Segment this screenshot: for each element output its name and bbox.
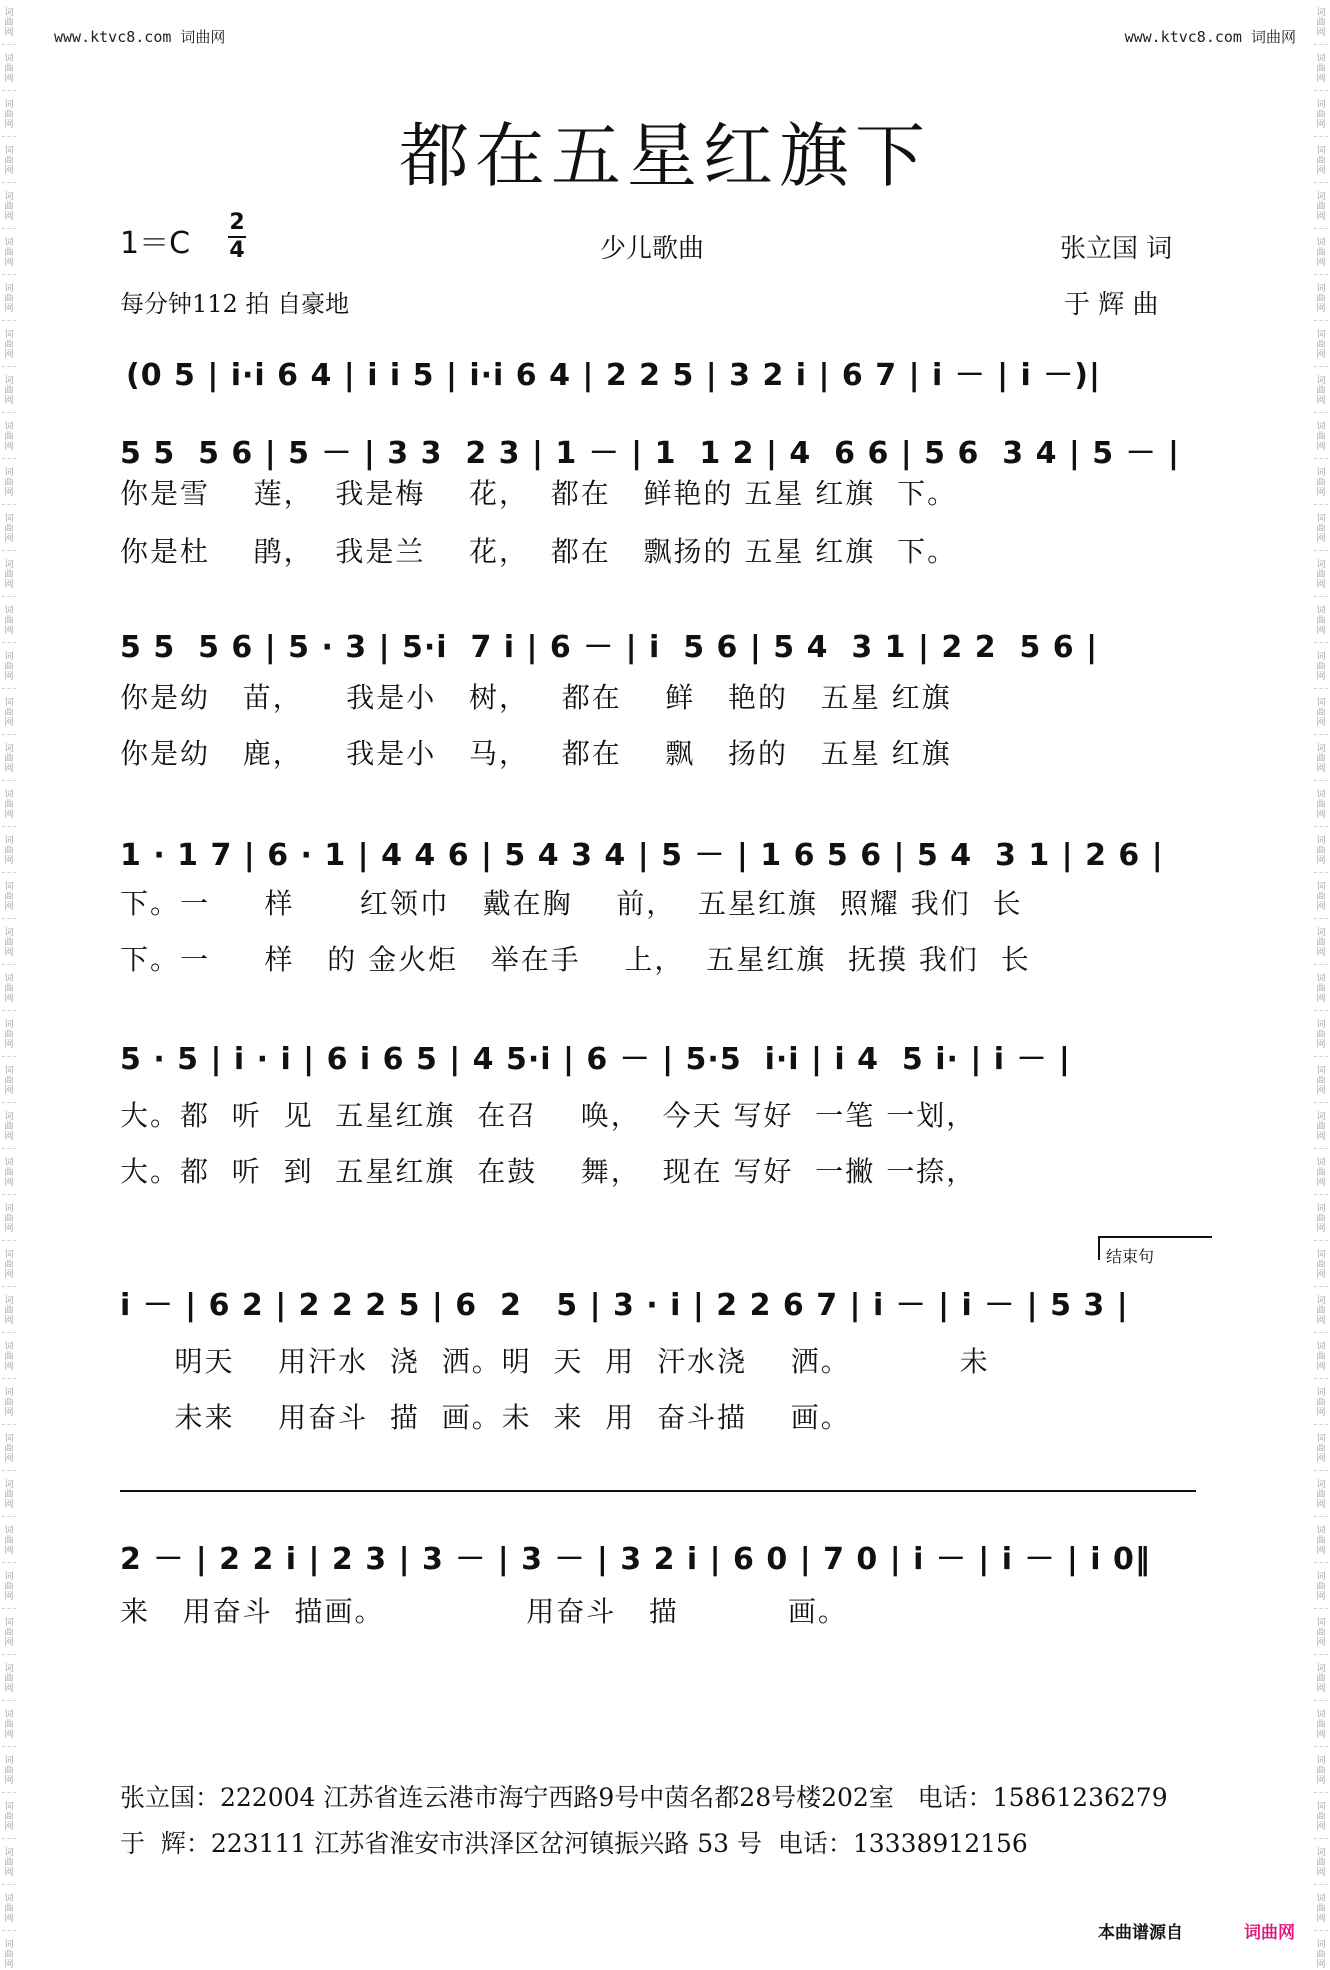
watermark-mark: 词 曲 网 (1316, 928, 1326, 958)
watermark-divider (1314, 228, 1328, 229)
watermark-mark: 词 曲 网 (4, 1112, 14, 1142)
watermark-divider (2, 1010, 16, 1011)
watermark-mark: 词 曲 网 (1316, 1710, 1326, 1740)
watermark-mark: 词 曲 网 (4, 698, 14, 728)
watermark-divider (1314, 1194, 1328, 1195)
watermark-divider (2, 228, 16, 229)
watermark-divider (2, 1470, 16, 1471)
score-line-7: 2 － | 2 2 i | 2 3 | 3 － | 3 － | 3 2 i | 6 0 | 7 0 | i － | i － | i 0‖ (120, 1542, 1151, 1577)
watermark-mark: 词 曲 网 (1316, 192, 1326, 222)
watermark-mark: 词 曲 网 (1316, 1526, 1326, 1556)
watermark-divider (1314, 1056, 1328, 1057)
watermark-mark: 词 曲 网 (1316, 330, 1326, 360)
watermark-mark: 词 曲 网 (4, 1066, 14, 1096)
watermark-mark: 词 曲 网 (1316, 1204, 1326, 1234)
watermark-divider (1314, 780, 1328, 781)
watermark-mark: 词 曲 网 (1316, 1572, 1326, 1602)
watermark-mark: 词 曲 网 (1316, 146, 1326, 176)
watermark-divider (2, 1792, 16, 1793)
watermark-mark: 词 曲 网 (1316, 1388, 1326, 1418)
tempo-marking: 每分钟112 拍 自豪地 (120, 290, 350, 318)
watermark-mark: 词 曲 网 (4, 1434, 14, 1464)
watermark-mark: 词 曲 网 (1316, 606, 1326, 636)
song-title: 都在五星红旗下 (399, 115, 931, 197)
watermark-divider (2, 44, 16, 45)
watermark-mark: 词 曲 网 (4, 192, 14, 222)
watermark-divider (2, 1884, 16, 1885)
lyric-line-5-verse-2: 大。都 听 到 五星红旗 在鼓 舞， 现在 写好 一撇 一捺， (120, 1155, 977, 1188)
watermark-divider (2, 1424, 16, 1425)
watermark-mark: 词 曲 网 (1316, 54, 1326, 84)
watermark-mark: 词 曲 网 (4, 1802, 14, 1832)
genre: 少儿歌曲 (600, 234, 705, 264)
watermark-mark: 词 曲 网 (4, 514, 14, 544)
watermark-mark: 词 曲 网 (1316, 1756, 1326, 1786)
watermark-mark: 词 曲 网 (1316, 836, 1326, 866)
watermark-divider (1314, 412, 1328, 413)
lyric-line-6-verse-1: 明天 用汗水 浇 洒。明 天 用 汗水浇 洒。 未 (120, 1345, 990, 1378)
watermark-divider (2, 918, 16, 919)
watermark-divider (2, 1332, 16, 1333)
watermark-mark: 词 曲 网 (4, 606, 14, 636)
watermark-divider (1314, 1608, 1328, 1609)
watermark-divider (1314, 1930, 1328, 1931)
watermark-divider (1314, 872, 1328, 873)
watermark-mark: 词 曲 网 (4, 468, 14, 498)
watermark-divider (1314, 1148, 1328, 1149)
watermark-divider (1314, 734, 1328, 735)
footer-source-label: 本曲谱源自 (1098, 1923, 1183, 1943)
watermark-divider (2, 1700, 16, 1701)
watermark-divider (1314, 1838, 1328, 1839)
watermark-mark: 词 曲 网 (4, 1020, 14, 1050)
watermark-mark: 词 曲 网 (4, 1158, 14, 1188)
watermark-divider (1314, 918, 1328, 919)
watermark-mark: 词 曲 网 (4, 1388, 14, 1418)
watermark-mark: 词 曲 网 (4, 1664, 14, 1694)
watermark-divider (2, 1056, 16, 1057)
watermark-mark: 词 曲 网 (1316, 1894, 1326, 1924)
watermark-divider (1314, 1792, 1328, 1793)
watermark-divider (1314, 1470, 1328, 1471)
watermark-divider (1314, 274, 1328, 275)
watermark-divider (1314, 1378, 1328, 1379)
watermark-divider (2, 826, 16, 827)
watermark-divider (2, 550, 16, 551)
watermark-mark: 词 曲 网 (4, 100, 14, 130)
watermark-divider (2, 688, 16, 689)
watermark-mark: 词 曲 网 (1316, 1066, 1326, 1096)
watermark-divider (1314, 1240, 1328, 1241)
watermark-mark: 词 曲 网 (1316, 376, 1326, 406)
watermark-mark: 词 曲 网 (1316, 422, 1326, 452)
watermark-mark: 词 曲 网 (1316, 1664, 1326, 1694)
watermark-mark: 词 曲 网 (4, 1894, 14, 1924)
watermark-mark: 词 曲 网 (4, 1250, 14, 1280)
watermark-divider (2, 1654, 16, 1655)
watermark-mark: 词 曲 网 (4, 376, 14, 406)
watermark-mark: 词 曲 网 (4, 744, 14, 774)
lyric-line-3-verse-2: 你是幼 鹿， 我是小 马， 都在 飘 扬的 五星 红旗 (120, 737, 952, 770)
watermark-divider (2, 1286, 16, 1287)
watermark-divider (1314, 320, 1328, 321)
watermark-divider (1314, 1516, 1328, 1517)
watermark-mark: 词 曲 网 (1316, 514, 1326, 544)
header-right-url: www.ktvc8.com 词曲网 (1124, 28, 1296, 46)
watermark-mark: 词 曲 网 (4, 422, 14, 452)
watermark-divider (2, 596, 16, 597)
watermark-mark: 词 曲 网 (1316, 238, 1326, 268)
watermark-divider (2, 90, 16, 91)
watermark-mark: 词 曲 网 (1316, 1158, 1326, 1188)
watermark-mark: 词 曲 网 (1316, 8, 1326, 38)
watermark-mark: 词 曲 网 (4, 54, 14, 84)
watermark-divider (2, 1102, 16, 1103)
time-signature-top: 2 (229, 210, 245, 235)
lyric-line-4-verse-2: 下。一 样 的 金火炬 举在手 上， 五星红旗 抚摸 我们 长 (120, 943, 1031, 976)
header-left-url: www.ktvc8.com 词曲网 (54, 28, 226, 46)
watermark-divider (1314, 1286, 1328, 1287)
watermark-mark: 词 曲 网 (1316, 468, 1326, 498)
watermark-mark: 词 曲 网 (1316, 790, 1326, 820)
watermark-divider (2, 734, 16, 735)
watermark-divider (2, 504, 16, 505)
watermark-mark: 词 曲 网 (4, 146, 14, 176)
watermark-mark: 词 曲 网 (4, 1618, 14, 1648)
watermark-mark: 词 曲 网 (1316, 744, 1326, 774)
watermark-divider (2, 642, 16, 643)
watermark-mark: 词 曲 网 (1316, 1480, 1326, 1510)
watermark-mark: 词 曲 网 (1316, 1940, 1326, 1970)
watermark-mark: 词 曲 网 (1316, 974, 1326, 1004)
watermark-divider (1314, 1562, 1328, 1563)
watermark-mark: 词 曲 网 (4, 560, 14, 590)
ending-label: 结束句 (1106, 1247, 1155, 1266)
watermark-divider (1314, 366, 1328, 367)
composer: 于 辉 曲 (1064, 290, 1159, 320)
watermark-divider (2, 1194, 16, 1195)
watermark-divider (1314, 1884, 1328, 1885)
footer-brand: 词曲网 (1244, 1923, 1295, 1943)
watermark-divider (1314, 1654, 1328, 1655)
lyric-line-4-verse-1: 下。一 样 红领巾 戴在胸 前， 五星红旗 照耀 我们 长 (120, 887, 1023, 920)
key-signature: 1＝C (120, 226, 191, 261)
watermark-divider (1314, 1424, 1328, 1425)
watermark-mark: 词 曲 网 (4, 974, 14, 1004)
watermark-divider (1314, 1700, 1328, 1701)
lyricist: 张立国 词 (1060, 234, 1173, 264)
watermark-mark: 词 曲 网 (1316, 1020, 1326, 1050)
watermark-divider (2, 1746, 16, 1747)
watermark-mark: 词 曲 网 (1316, 1250, 1326, 1280)
watermark-mark: 词 曲 网 (4, 1940, 14, 1970)
watermark-mark: 词 曲 网 (4, 652, 14, 682)
watermark-divider (1314, 1332, 1328, 1333)
watermark-mark: 词 曲 网 (4, 882, 14, 912)
watermark-mark: 词 曲 网 (4, 238, 14, 268)
watermark-divider (1314, 826, 1328, 827)
watermark-mark: 词 曲 网 (4, 1342, 14, 1372)
watermark-divider (2, 780, 16, 781)
watermark-mark: 词 曲 网 (1316, 652, 1326, 682)
contact-lyricist: 张立国：222004 江苏省连云港市海宁西路9号中茵名都28号楼202室 电话：15861236279 (120, 1783, 1168, 1812)
lyric-line-7: 来 用奋斗 描画。 用奋斗 描 画。 (120, 1595, 848, 1628)
lyric-line-6-verse-2: 未来 用奋斗 描 画。未 来 用 奋斗描 画。 (120, 1401, 851, 1434)
watermark-divider (2, 1516, 16, 1517)
time-signature (228, 212, 246, 262)
time-signature-bottom: 4 (229, 238, 245, 263)
watermark-divider (1314, 458, 1328, 459)
watermark-divider (2, 1608, 16, 1609)
watermark-mark: 词 曲 网 (4, 1296, 14, 1326)
watermark-mark: 词 曲 网 (1316, 560, 1326, 590)
watermark-divider (2, 1240, 16, 1241)
score-line-2: 5 5 5 6 | 5 － | 3 3 2 3 | 1 － | 1 1 2 | 4 6 6 | 5 6 3 4 | 5 － | (120, 436, 1181, 471)
watermark-mark: 词 曲 网 (4, 8, 14, 38)
watermark-mark: 词 曲 网 (1316, 1802, 1326, 1832)
watermark-divider (2, 412, 16, 413)
lyric-line-5-verse-1: 大。都 听 见 五星红旗 在召 唤， 今天 写好 一笔 一划， (120, 1099, 977, 1132)
watermark-mark: 词 曲 网 (4, 1526, 14, 1556)
watermark-divider (1314, 596, 1328, 597)
watermark-divider (2, 366, 16, 367)
watermark-mark: 词 曲 网 (4, 1572, 14, 1602)
watermark-divider (1314, 1102, 1328, 1103)
watermark-mark: 词 曲 网 (4, 928, 14, 958)
watermark-mark: 词 曲 网 (4, 790, 14, 820)
watermark-mark: 词 曲 网 (4, 1480, 14, 1510)
watermark-mark: 词 曲 网 (1316, 1296, 1326, 1326)
watermark-divider (1314, 964, 1328, 965)
watermark-mark: 词 曲 网 (1316, 1342, 1326, 1372)
watermark-mark: 词 曲 网 (4, 284, 14, 314)
lyric-line-2-verse-1: 你是雪 莲， 我是梅 花， 都在 鲜艳的 五星 红旗 下。 (120, 477, 958, 510)
watermark-mark: 词 曲 网 (4, 1756, 14, 1786)
watermark-divider (1314, 1746, 1328, 1747)
watermark-divider (2, 320, 16, 321)
watermark-mark: 词 曲 网 (4, 1710, 14, 1740)
watermark-divider (1314, 44, 1328, 45)
watermark-divider (2, 1378, 16, 1379)
watermark-mark: 词 曲 网 (1316, 100, 1326, 130)
watermark-divider (1314, 688, 1328, 689)
watermark-divider (1314, 90, 1328, 91)
score-line-1: (0 5 | i·i 6 4 | i i 5 | i·i 6 4 | 2 2 5 | 3 2 i | 6 7 | i － | i －)| (126, 358, 1101, 393)
lyric-line-3-verse-1: 你是幼 苗， 我是小 树， 都在 鲜 艳的 五星 红旗 (120, 681, 952, 714)
watermark-mark: 词 曲 网 (1316, 1618, 1326, 1648)
score-line-6: i － | 6 2 | 2 2 2 5 | 6 2 5 | 3 · i | 2 2 6 7 | i － | i － | 5 3 | (120, 1288, 1129, 1323)
watermark-divider (2, 274, 16, 275)
watermark-divider (1314, 550, 1328, 551)
right-watermark-strip (1312, 0, 1330, 1970)
watermark-mark: 词 曲 网 (4, 330, 14, 360)
watermark-mark: 词 曲 网 (4, 836, 14, 866)
watermark-divider (2, 872, 16, 873)
left-watermark-strip (0, 0, 18, 1970)
watermark-divider (2, 1148, 16, 1149)
watermark-divider (1314, 642, 1328, 643)
ending-bracket-line (120, 1490, 1196, 1492)
watermark-mark: 词 曲 网 (4, 1848, 14, 1878)
score-line-4: 1 · 1 7 | 6 · 1 | 4 4 6 | 5 4 3 4 | 5 － | 1 6 5 6 | 5 4 3 1 | 2 6 | (120, 838, 1164, 873)
watermark-mark: 词 曲 网 (4, 1204, 14, 1234)
watermark-mark: 词 曲 网 (1316, 284, 1326, 314)
watermark-divider (2, 964, 16, 965)
score-line-3: 5 5 5 6 | 5 · 3 | 5·i 7 i | 6 － | i 5 6 | 5 4 3 1 | 2 2 5 6 | (120, 630, 1099, 665)
watermark-divider (2, 1930, 16, 1931)
watermark-mark: 词 曲 网 (1316, 1112, 1326, 1142)
watermark-mark: 词 曲 网 (1316, 1848, 1326, 1878)
watermark-mark: 词 曲 网 (1316, 1434, 1326, 1464)
watermark-divider (1314, 504, 1328, 505)
watermark-mark: 词 曲 网 (1316, 698, 1326, 728)
score-line-5: 5 · 5 | i · i | 6 i 6 5 | 4 5·i | 6 － | 5·5 i·i | i 4 5 i· | i － | (120, 1042, 1071, 1077)
watermark-divider (2, 1562, 16, 1563)
watermark-divider (2, 1838, 16, 1839)
watermark-divider (2, 458, 16, 459)
lyric-line-2-verse-2: 你是杜 鹃， 我是兰 花， 都在 飘扬的 五星 红旗 下。 (120, 535, 958, 568)
watermark-mark: 词 曲 网 (1316, 882, 1326, 912)
watermark-divider (1314, 1010, 1328, 1011)
contact-composer: 于 辉：223111 江苏省淮安市洪泽区岔河镇振兴路 53 号 电话：13338912156 (120, 1829, 1028, 1858)
